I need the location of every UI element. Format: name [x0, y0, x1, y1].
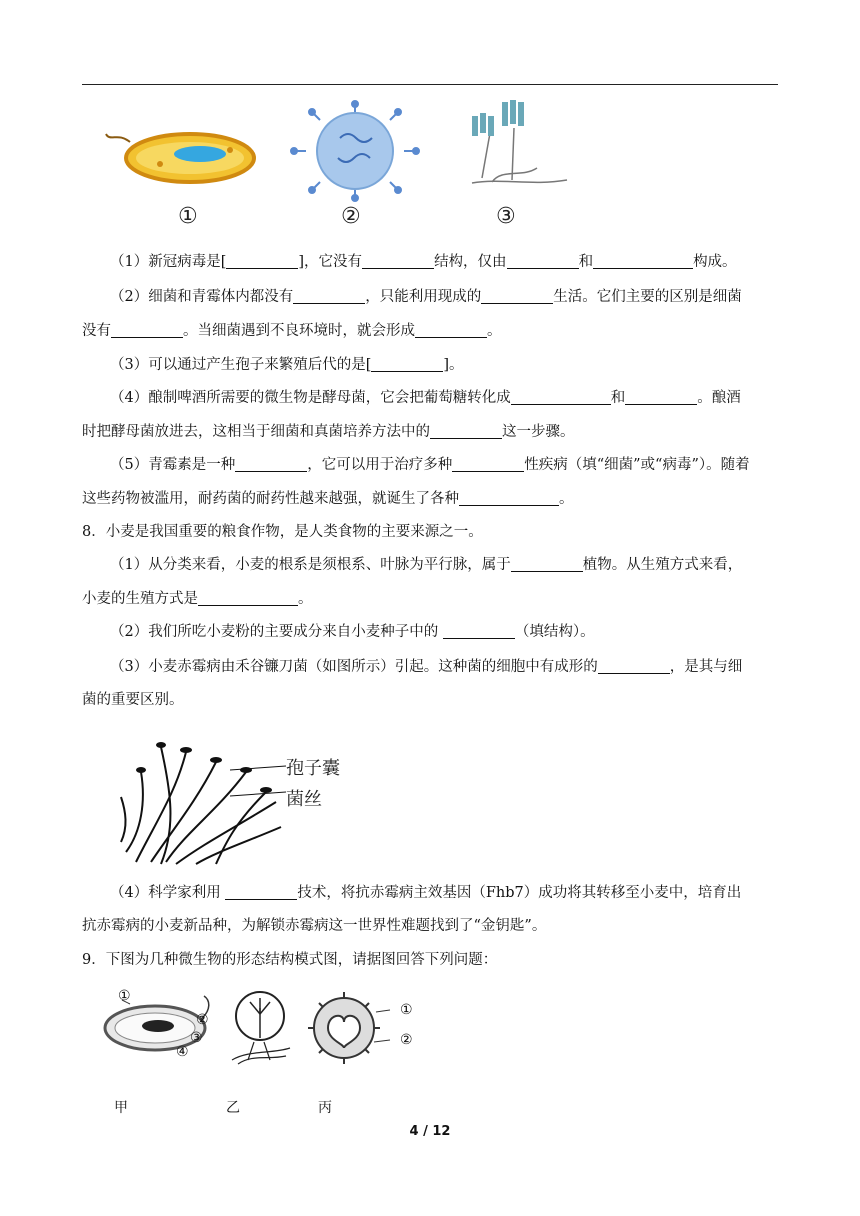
- penicillium-figure: [462, 98, 572, 193]
- bacteria-label-2: ②: [196, 1012, 209, 1028]
- answer-blank[interactable]: [452, 456, 524, 472]
- virus-bing-figure: [298, 990, 394, 1066]
- bacteria-label-4: ④: [176, 1044, 189, 1060]
- answer-blank[interactable]: [225, 884, 297, 900]
- virus-label-2: ②: [400, 1032, 413, 1048]
- caption-bing: 丙: [318, 1100, 332, 1116]
- answer-blank[interactable]: [198, 590, 298, 606]
- answer-blank[interactable]: [593, 253, 693, 269]
- hyphae-label: 菌丝: [286, 789, 322, 810]
- q8-title: 8．小麦是我国重要的粮食作物，是人类食物的主要来源之一。: [82, 524, 483, 540]
- q8-part1-line2: 小麦的生殖方式是 。: [82, 591, 313, 607]
- bacterium-figure: [100, 120, 260, 190]
- answer-blank[interactable]: [598, 658, 670, 674]
- answer-blank[interactable]: [481, 288, 553, 304]
- q9-title: 9．下图为几种微生物的形态结构模式图，请据图回答下列问题：: [82, 952, 498, 968]
- answer-blank[interactable]: [511, 389, 611, 405]
- answer-blank[interactable]: [443, 623, 515, 639]
- figure1-label-2: ②: [341, 204, 361, 229]
- q7-part5-line1: （5）青霉素是一种 ，它可以用于治疗多种 性疾病（填“细菌”或“病毒”）。随着: [110, 457, 750, 473]
- virus-figure: [290, 98, 420, 204]
- answer-blank[interactable]: [111, 322, 183, 338]
- fusarium-figure: [116, 732, 286, 870]
- answer-blank[interactable]: [371, 356, 443, 372]
- answer-blank[interactable]: [362, 253, 434, 269]
- q8-part2: （2）我们所吃小麦粉的主要成分来自小麦种子中的 （填结构）。: [110, 624, 595, 640]
- q8-part4-line2: 抗赤霉病的小麦新品种，为解锁赤霉病这一世界性难题找到了“金钥匙”。: [82, 918, 547, 934]
- answer-blank[interactable]: [430, 423, 502, 439]
- bacteria-label-1: ①: [118, 988, 131, 1004]
- q8-part3-line1: （3）小麦赤霉病由禾谷镰刀菌（如图所示）引起。这种菌的细胞中有成形的 ，是其与细: [110, 659, 743, 675]
- mold-yi-figure: [228, 990, 294, 1066]
- q7-part3: （3）可以通过产生孢子来繁殖后代的是[ ]。: [110, 357, 464, 373]
- q8-part1-line1: （1）从分类来看，小麦的根系是须根系、叶脉为平行脉，属于 植物。从生殖方式来看，: [110, 557, 743, 573]
- answer-blank[interactable]: [235, 456, 307, 472]
- q8-part3-line2: 菌的重要区别。: [82, 692, 184, 708]
- q8-part4-line1: （4）科学家利用 技术，将抗赤霉病主效基因（Fhb7）成功将其转移至小麦中，培育出: [110, 885, 742, 901]
- figure1-label-3: ③: [496, 204, 516, 229]
- q7-part4-line2: 时把酵母菌放进去，这相当于细菌和真菌培养方法中的 这一步骤。: [82, 424, 575, 440]
- header-rule: [82, 84, 778, 85]
- answer-blank[interactable]: [459, 490, 559, 506]
- answer-blank[interactable]: [507, 253, 579, 269]
- sporangium-label: 孢子囊: [286, 758, 340, 779]
- q7-part2-line1: （2）细菌和青霉体内都没有 ，只能利用现成的 生活。它们主要的区别是细菌: [110, 289, 742, 305]
- answer-blank[interactable]: [293, 288, 365, 304]
- bacteria-label-3: ③: [190, 1030, 203, 1046]
- caption-yi: 乙: [226, 1100, 240, 1116]
- q7-part5-line2: 这些药物被滥用，耐药菌的耐药性越来越强，就诞生了各种 。: [82, 491, 574, 507]
- page-number: 4 / 12: [409, 1124, 451, 1139]
- answer-blank[interactable]: [226, 253, 298, 269]
- virus-label-1: ①: [400, 1002, 413, 1018]
- fusarium-pointer-lines: [230, 760, 290, 800]
- q7-part2-line2: 没有 。当细菌遇到不良环境时，就会形成 。: [82, 323, 502, 339]
- q7-part4-line1: （4）酿制啤酒所需要的微生物是酵母菌，它会把葡萄糖转化成 和 。酿酒: [110, 390, 741, 406]
- answer-blank[interactable]: [415, 322, 487, 338]
- figure1-label-1: ①: [178, 204, 198, 229]
- answer-blank[interactable]: [511, 556, 583, 572]
- caption-jia: 甲: [114, 1100, 128, 1116]
- q7-part1: （1）新冠病毒是[ ]，它没有 结构，仅由 和 构成。: [110, 254, 737, 270]
- answer-blank[interactable]: [625, 389, 697, 405]
